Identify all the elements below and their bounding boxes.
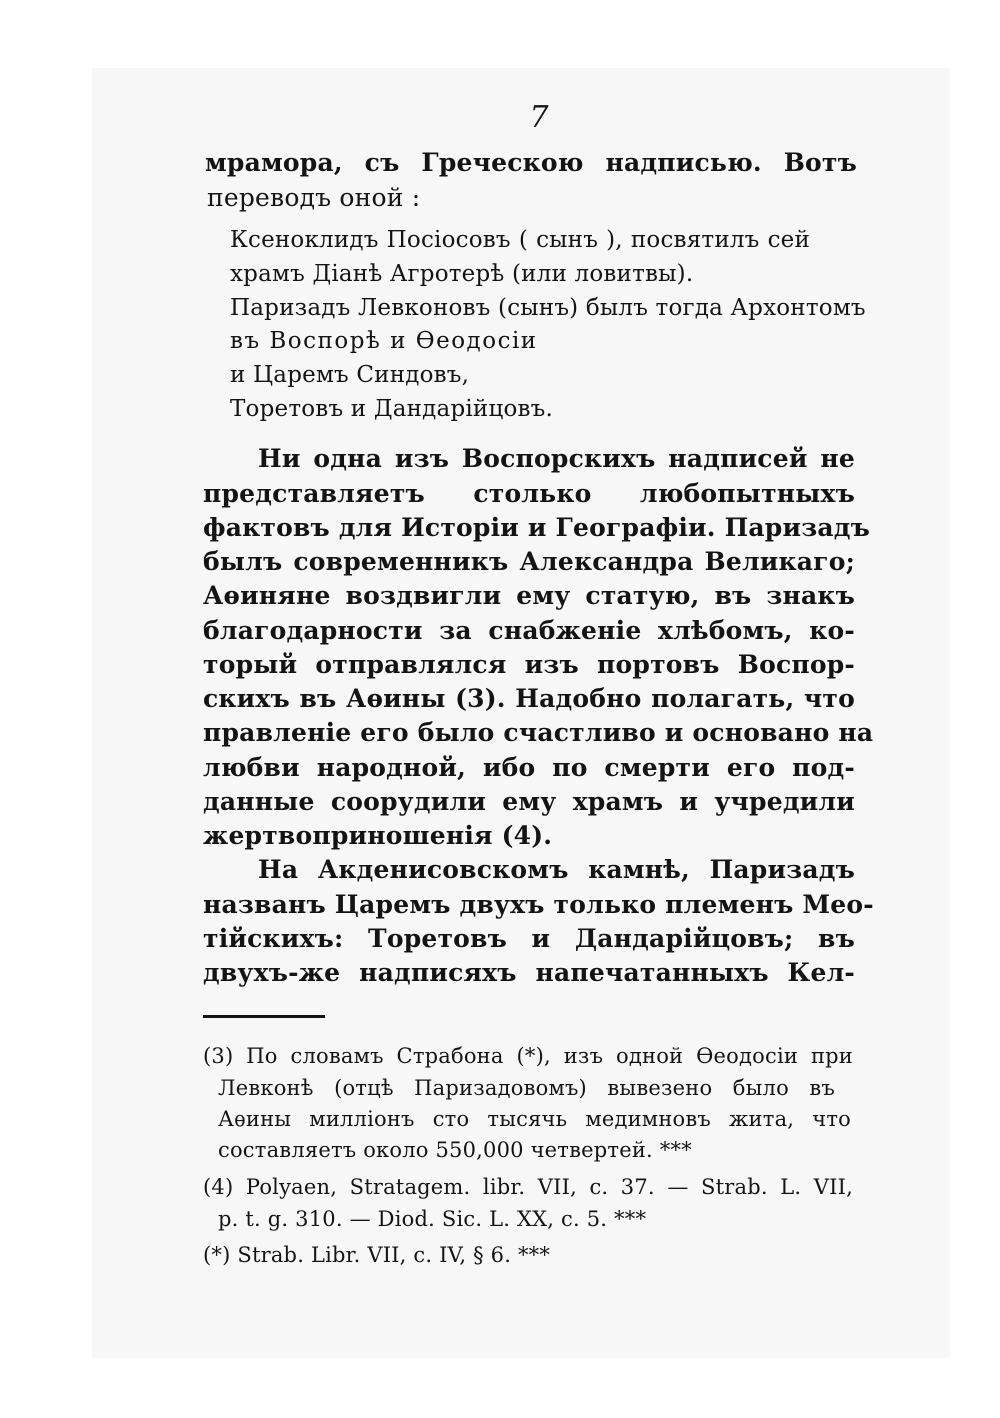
body-line-10: любви народной, ибо по смерти его под- [203,753,855,782]
inscription-line-5: и Царемъ Синдовъ, [230,362,470,388]
footnote-rule [203,1015,325,1018]
body-line-5: Аѳиняне воздвигли ему статую, въ знакъ [203,581,855,610]
body-line-4: былъ современникъ Александра Великаго; [203,547,855,576]
intro-line-1: мрамора, съ Греческою надписью. Вотъ [205,148,857,177]
inscription-line-2: храмъ Діанѣ Агротерѣ (или ловитвы). [230,261,694,287]
inscription-line-6: Торетовъ и Дандарійцовъ. [230,396,553,422]
body-line-1: Ни одна изъ Воспорскихъ надписей не [258,444,855,473]
body-line-16: двухъ-же надписяхъ напечатанныхъ Кел- [203,958,855,987]
footnote-line-6: p. t. g. 310. — Diod. Sic. L. XX, c. 5. *** [218,1207,647,1231]
intro-line-2: переводъ оной : [207,183,421,212]
body-line-14: названъ Царемъ двухъ только племенъ Мео- [203,890,874,919]
inscription-line-4: въ Воспорѣ и Ѳеодосіи [230,328,538,354]
footnote-line-2: Левконѣ (отцѣ Паризадовомъ) вывезено было въ [218,1076,835,1100]
body-line-11: данные соорудили ему храмъ и учредили [203,787,855,816]
body-line-13: На Акденисовскомъ камнѣ, Паризадъ [258,855,855,884]
footnote-line-7: (*) Strab. Libr. VII, c. IV, § 6. *** [203,1243,551,1267]
footnote-line-4: составляетъ около 550,000 четвертей. *** [218,1138,692,1162]
body-line-7: торый отправлялся изъ портовъ Воспор- [203,650,855,679]
body-line-12: жертвоприношенія (4). [203,821,553,850]
inscription-line-1: Ксеноклидъ Посіосовъ ( сынъ ), посвятилъ сей [230,227,810,253]
inscription-line-3: Паризадъ Левконовъ (сынъ) былъ тогда Архонтомъ [230,295,866,321]
footnote-line-5: (4) Polyaen, Stratagem. libr. VII, c. 37. — Strab. L. VII, [203,1175,853,1199]
body-line-2: представляетъ столько любопытныхъ [203,479,855,508]
footnote-line-3: Аѳины милліонъ сто тысячь медимновъ жита, что [218,1107,851,1131]
body-line-8: скихъ въ Аѳины (3). Надобно полагать, что [203,684,855,713]
body-line-15: тійскихъ: Торетовъ и Дандарійцовъ; въ [203,924,855,953]
body-line-3: фактовъ для Исторіи и Географіи. Паризадъ [203,513,871,542]
page-number: 7 [529,100,549,135]
body-line-9: правленіе его было счастливо и основано на [203,718,874,747]
body-line-6: благодарности за снабженіе хлѣбомъ, ко- [203,616,855,645]
footnote-line-1: (3) По словамъ Страбона (*), изъ одной Ѳеодосіи при [203,1044,853,1068]
